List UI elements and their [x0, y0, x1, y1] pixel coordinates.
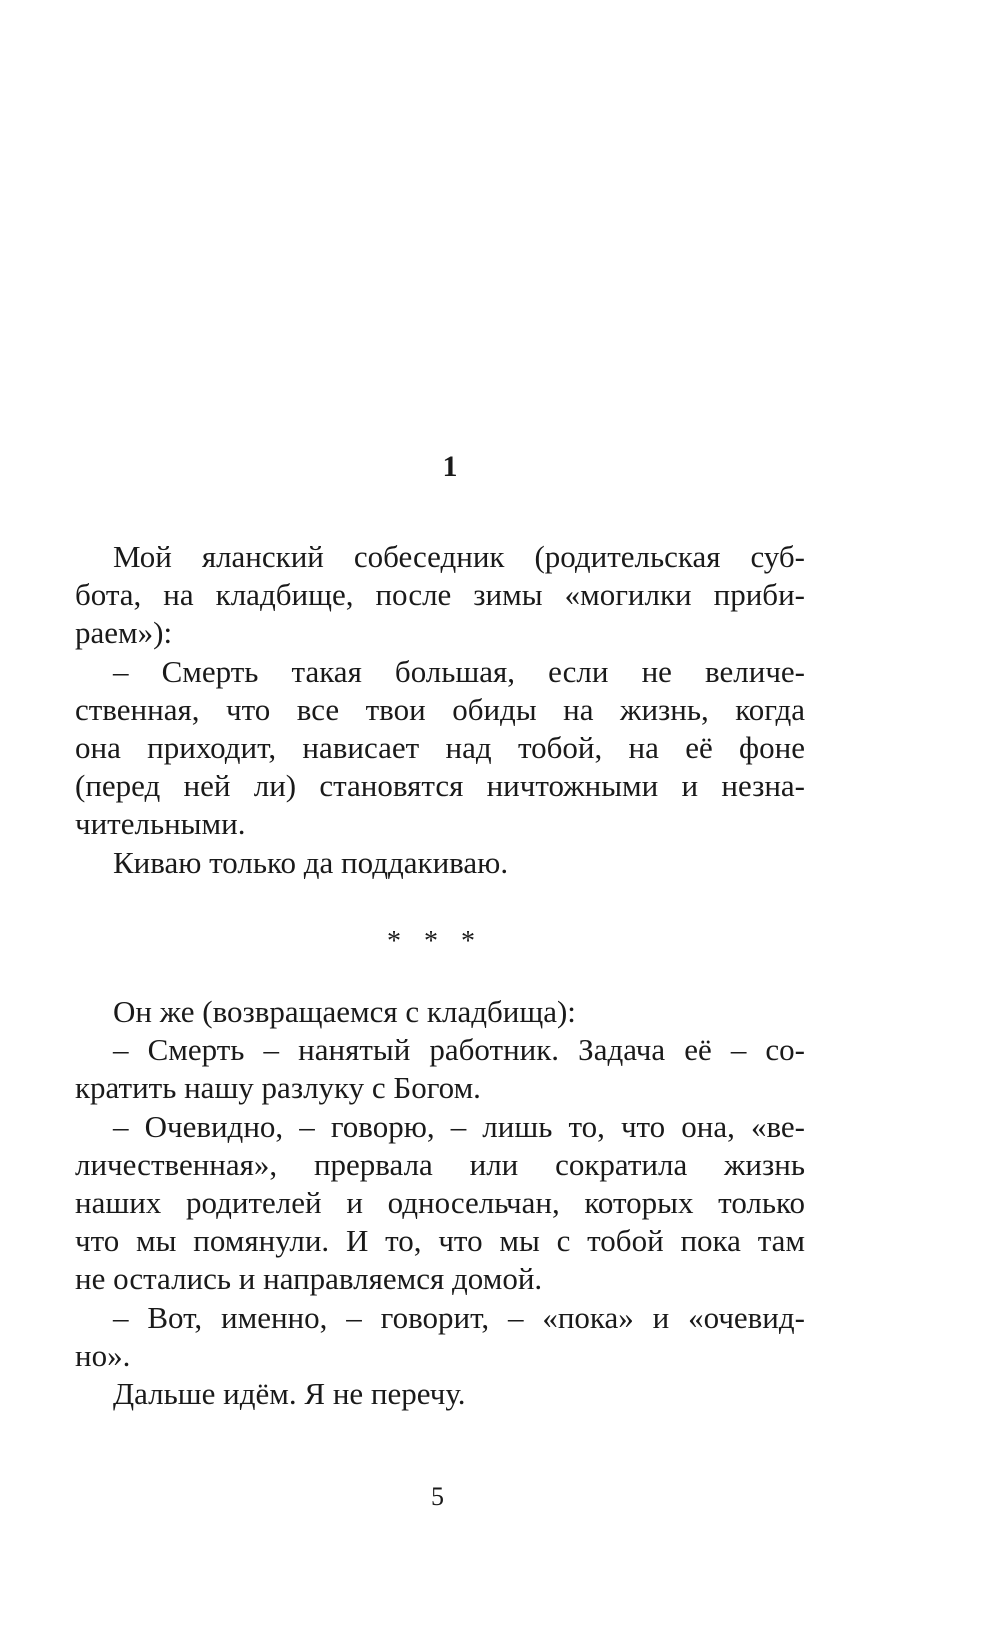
paragraph-line: Он же (возвращаемся с кладбища): [113, 994, 576, 1029]
chapter-number: 1 [442, 450, 458, 483]
paragraph-line: Киваю только да поддакиваю. [113, 844, 509, 880]
paragraph-line: что мы помянули. И то, что мы с тобой пока там [75, 1223, 805, 1259]
section-1 [75, 538, 805, 882]
paragraph-line: – Смерть такая большая, если не величе- [113, 653, 805, 689]
paragraph-line: но». [75, 1337, 131, 1373]
paragraph-line: раем»): [75, 615, 173, 651]
paragraph-line: – Очевидно, – говорю, – лишь то, что она, «ве- [113, 1108, 805, 1144]
page-number: 5 [431, 1482, 444, 1511]
paragraph-line: – Смерть – нанятый работник. Задача её – со- [113, 1032, 805, 1068]
paragraph-line: ственная, что все твои обиды на жизнь, когда [75, 691, 805, 727]
paragraph-line: бота, на кладбище, после зимы «могилки приби- [75, 577, 805, 613]
section-separator: * * * [387, 926, 483, 957]
paragraph-line: (перед ней ли) становятся ничтожными и незна- [75, 768, 805, 804]
paragraph-line: Дальше идём. Я не перечу. [113, 1375, 466, 1411]
paragraph-line: наших родителей и односельчан, которых только [75, 1184, 805, 1220]
paragraph-line: она приходит, нависает над тобой, на её фоне [75, 729, 805, 765]
section-2 [75, 993, 805, 1413]
paragraph-line: кратить нашу разлуку с Богом. [75, 1070, 481, 1106]
paragraph-line: Мой яланский собеседник (родительская суб- [113, 539, 805, 574]
paragraph-line: личественная», прервала или сократила жизнь [75, 1146, 805, 1182]
paragraph-line: чительными. [75, 806, 246, 842]
paragraph-line: – Вот, именно, – говорит, – «пока» и «очевид- [113, 1299, 805, 1335]
paragraph-line: не остались и направляемся домой. [75, 1261, 543, 1297]
